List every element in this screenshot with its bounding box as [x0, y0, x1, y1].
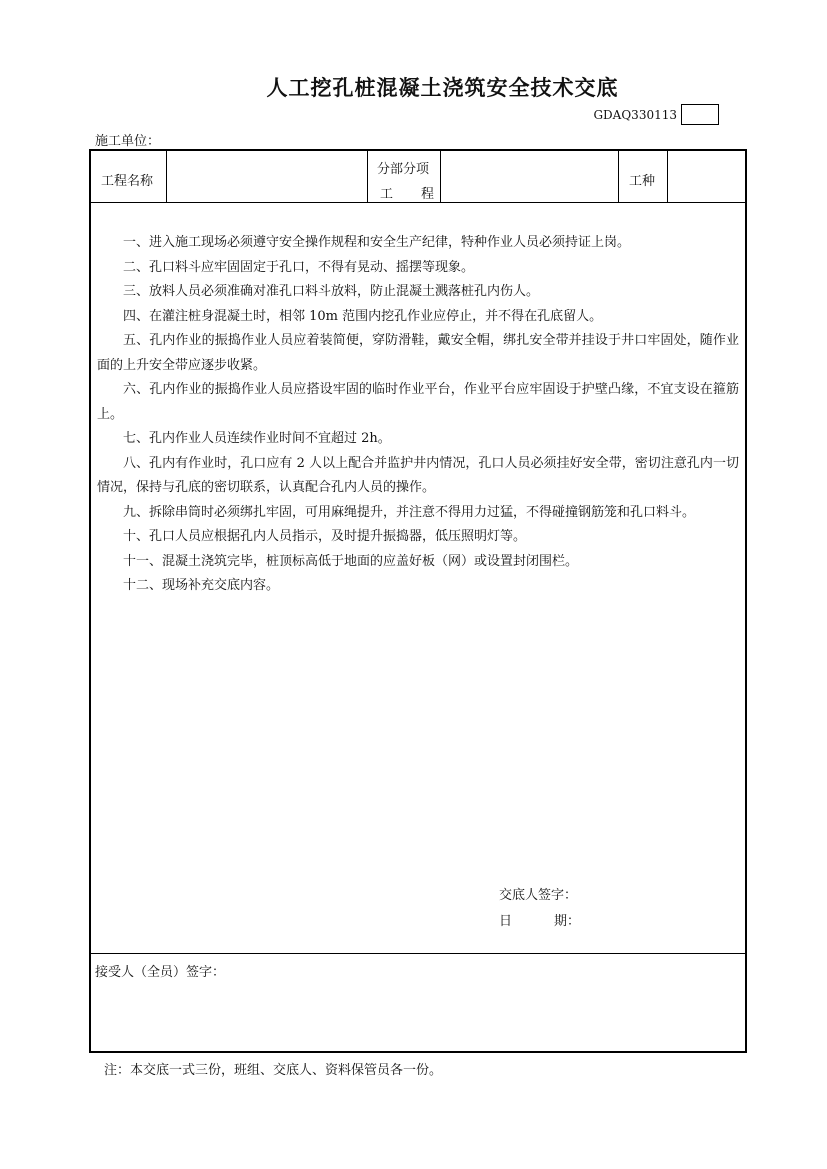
safety-item-list [97, 231, 739, 599]
safety-item: 二、孔口料斗应牢固固定于孔口，不得有晃动、摇摆等现象。 [123, 259, 475, 275]
date-label-char1: 日 [499, 914, 513, 929]
subproject-label-char-a: 工 [380, 187, 394, 202]
construction-unit-label: 施工单位： [95, 134, 161, 149]
footer-note: 注：本交底一式三份，班组、交底人、资料保管员各一份。 [104, 1063, 443, 1078]
subproject-label-char-b: 程 [421, 187, 435, 202]
safety-item: 十一、混凝土浇筑完毕，桩顶标高低于地面的应盖好板（网）或设置封闭围栏。 [123, 553, 579, 569]
divider [367, 151, 368, 202]
date-label-char2: 期： [554, 914, 581, 929]
divider [166, 151, 167, 202]
safety-item: 六、孔内作业的振捣作业人员应搭设牢固的临时作业平台，作业平台应牢固设于护壁凸缘，不宜支设在箍筋上。 [97, 382, 739, 422]
document-title: 人工挖孔桩混凝土浇筑安全技术交底 [266, 76, 619, 100]
safety-item: 九、拆除串筒时必须绑扎牢固，可用麻绳提升，并注意不得用力过猛，不得碰撞钢筋笼和孔口料斗。 [123, 504, 696, 520]
form-header-row [91, 151, 745, 203]
safety-item: 三、放料人员必须准确对准孔口料斗放料，防止混凝土溅落桩孔内伤人。 [123, 284, 540, 299]
safety-item: 十二、现场补充交底内容。 [123, 578, 280, 593]
safety-item: 八、孔内有作业时，孔口应有 2 人以上配合并监护井内情况，孔口人员必须挂好安全带，密切注意孔内一切情况，保持与孔底的密切联系，认真配合孔内人员的操作。 [97, 455, 739, 495]
safety-item: 七、孔内作业人员连续作业时间不宜超过 2h。 [123, 431, 391, 446]
document-code-box[interactable] [681, 104, 719, 125]
safety-item: 一、进入施工现场必须遵守安全操作规程和安全生产纪律，特种作业人员必须持证上岗。 [123, 235, 631, 250]
receiver-signature-label: 接受人（全员）签字： [95, 965, 226, 980]
document-code-row [593, 104, 719, 125]
document-code: GDAQ330113 [593, 107, 677, 122]
safety-item: 十、孔口人员应根据孔内人员指示，及时提升振捣器，低压照明灯等。 [123, 529, 527, 544]
work-type-label: 工种 [629, 174, 656, 189]
divider [440, 151, 441, 202]
safety-item: 五、孔内作业的振捣作业人员应着装简便，穿防滑鞋，戴安全帽，绑扎安全带并挂设于井口牢固处，随作业面的上升安全带应逐步收紧。 [97, 333, 739, 373]
disclosure-content [91, 203, 745, 954]
divider [667, 151, 668, 202]
safety-item: 四、在灌注桩身混凝土时，相邻 10m 范围内挖孔作业应停止，并不得在孔底留人。 [123, 308, 603, 324]
subproject-label-line1: 分部分项 [377, 162, 430, 177]
presenter-signature-label: 交底人签字： [499, 888, 578, 903]
project-name-label: 工程名称 [101, 174, 154, 189]
disclosure-form [89, 149, 747, 1053]
divider [618, 151, 619, 202]
